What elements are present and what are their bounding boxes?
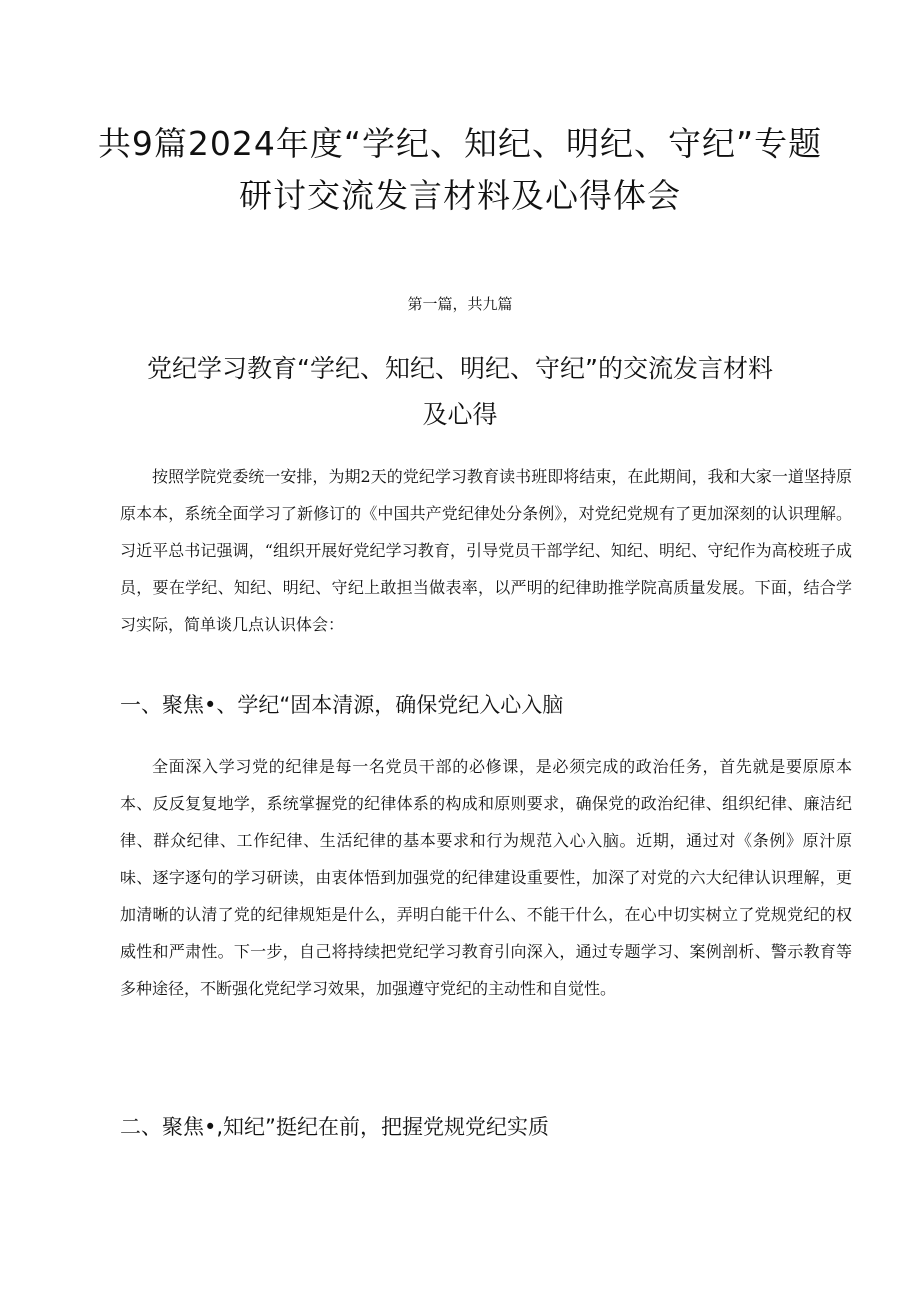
document-title-line-2: 研讨交流发言材料及心得体会 xyxy=(239,176,681,215)
article-title xyxy=(90,346,830,438)
section-1-paragraph: 全面深入学习党的纪律是每一名党员干部的必修课，是必须完成的政治任务，首先就是要原原本本、反反复复地学，系统掌握党的纪律体系的构成和原则要求，确保党的政治纪律、组织纪律、廉洁纪律、群众纪律、工作纪律、生活纪律的基本要求和行为规范入心入脑。近期，通过对《条例》原汁原味、逐字逐句的学习研读，由衷体悟到加强党的纪律建设重要性，加深了对党的六大纪律认识理解，更加清晰的认清了党的纪律规矩是什么，弄明白能干什么、不能干什么，在心中切实树立了党规党纪的权威性和严肃性。下一步，自己将持续把党纪学习教育引向深入，通过专题学习、案例剖析、警示教育等多种途径，不断强化党纪学习效果，加强遵守党纪的主动性和自觉性。 xyxy=(120,757,852,998)
section-heading-2: 二、聚焦•,知纪”挺纪在前，把握党规党纪实质 xyxy=(120,1115,549,1139)
article-title-line-1: 党纪学习教育“学纪、知纪、明纪、守纪”的交流发言材料 xyxy=(147,354,773,383)
part-label: 第一篇，共九篇 xyxy=(407,295,513,313)
document-title xyxy=(60,118,860,222)
article-title-line-2: 及心得 xyxy=(422,400,498,429)
document-title-line-1: 共9篇2024年度“学纪、知纪、明纪、守纪”专题 xyxy=(97,124,823,163)
section-heading-1: 一、聚焦•、学纪“固本清源，确保党纪入心入脑 xyxy=(120,693,564,717)
intro-paragraph: 按照学院党委统一安排，为期2天的党纪学习教育读书班即将结束，在此期间，我和大家一道坚持原原本本，系统全面学习了新修订的《中国共产党纪律处分条例》，对党纪党规有了更加深刻的认识理解。习近平总书记强调，“组织开展好党纪学习教育，引导党员干部学纪、知纪、明纪、守纪作为高校班子成员，要在学纪、知纪、明纪、守纪上敢担当做表率，以严明的纪律助推学院高质量发展。下面，结合学习实际，简单谈几点认识体会： xyxy=(120,467,852,634)
